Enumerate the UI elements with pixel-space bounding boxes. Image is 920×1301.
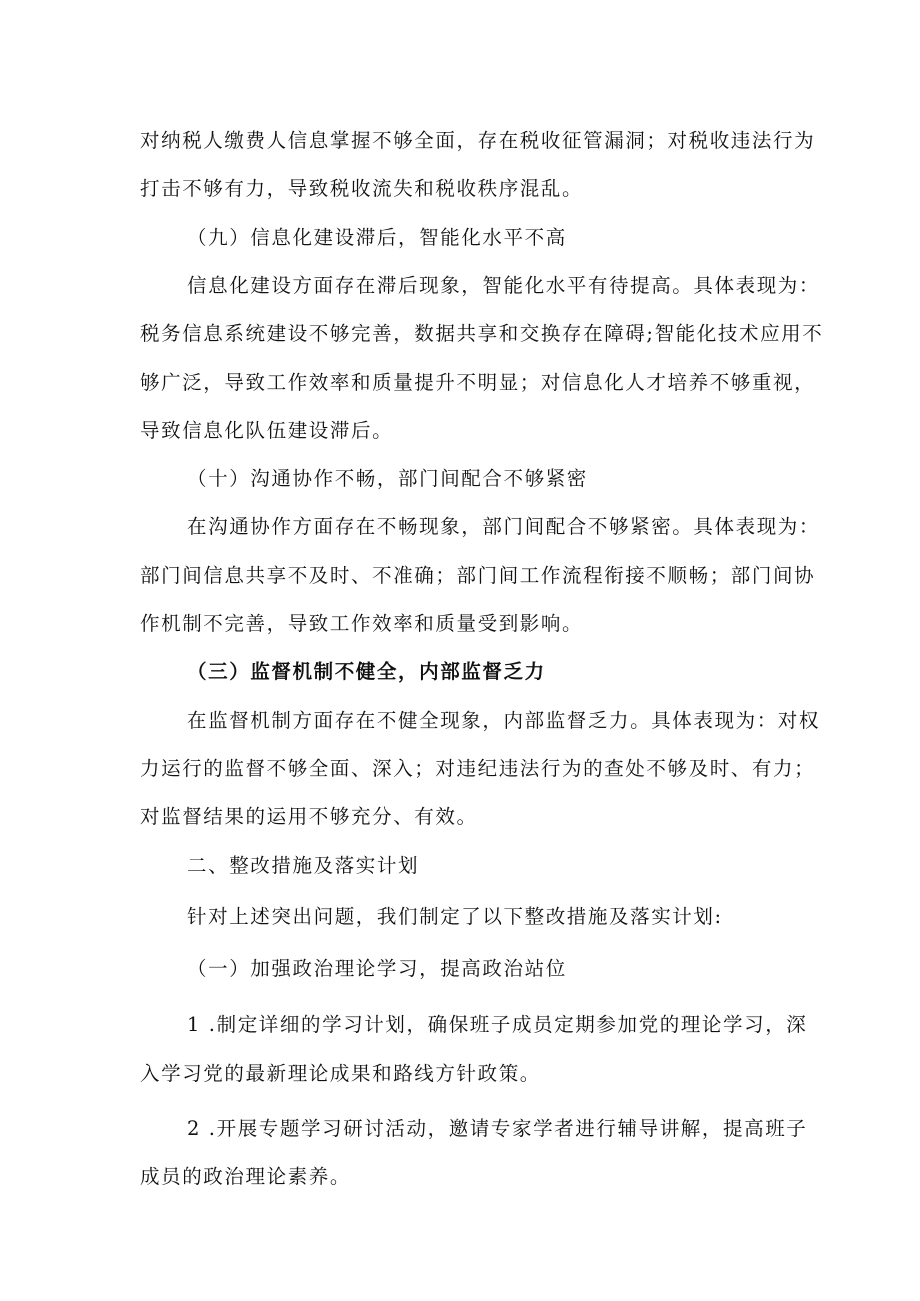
paragraph-line: 对纳税人缴费人信息掌握不够全面，存在税收征管漏洞；对税收违法行为 [140, 129, 816, 152]
paragraph-line: 部门间信息共享不及时、不准确；部门间工作流程衔接不顺畅；部门间协 [140, 564, 816, 587]
section-heading-9: （九）信息化建设滞后，智能化水平不高 [187, 226, 567, 249]
paragraph-line: 作机制不完善，导致工作效率和质量受到影响。 [140, 612, 584, 635]
paragraph-line: 对监督结果的运用不够充分、有效。 [140, 805, 478, 828]
section-heading-3: （三）监督机制不健全，内部监督乏力 [187, 660, 546, 683]
list-item-2-line: 成员的政治理论素养。 [140, 1165, 352, 1188]
paragraph-line: 打击不够有力，导致税收流失和税收秩序混乱。 [140, 177, 584, 200]
paragraph-line: 导致信息化队伍建设滞后。 [140, 419, 394, 442]
paragraph-line: 税务信息系统建设不够完善，数据共享和交换存在障碍;智能化技术应用不 [140, 322, 824, 345]
paragraph-line: 针对上述突出问题，我们制定了以下整改措施及落实计划: [187, 905, 723, 928]
paragraph-line: 信息化建设方面存在滞后现象，智能化水平有待提高。具体表现为： [187, 274, 821, 297]
list-item-1-line: 1 .制定详细的学习计划，确保班子成员定期参加党的理论学习，深 [187, 1013, 808, 1036]
list-item-2-line: 2 .开展专题学习研讨活动，邀请专家学者进行辅导讲解，提高班子 [187, 1117, 808, 1140]
paragraph-line: 在沟通协作方面存在不畅现象，部门间配合不够紧密。具体表现为： [187, 515, 821, 538]
paragraph-line: 力运行的监督不够全面、深入；对违纪违法行为的查处不够及时、有力； [140, 757, 816, 780]
list-item-1-line: 入学习党的最新理论成果和路线方针政策。 [140, 1062, 541, 1085]
subsection-heading-1: （一）加强政治理论学习，提高政治站位 [187, 957, 567, 980]
section-heading-10: （十）沟通协作不畅，部门间配合不够紧密 [187, 467, 588, 490]
paragraph-line: 够广泛，导致工作效率和质量提升不明显；对信息化人才培养不够重视， [140, 371, 816, 394]
paragraph-line: 在监督机制方面存在不健全现象，内部监督乏力。具体表现为：对权 [187, 709, 821, 732]
section-heading-2: 二、整改措施及落实计划 [187, 854, 420, 877]
